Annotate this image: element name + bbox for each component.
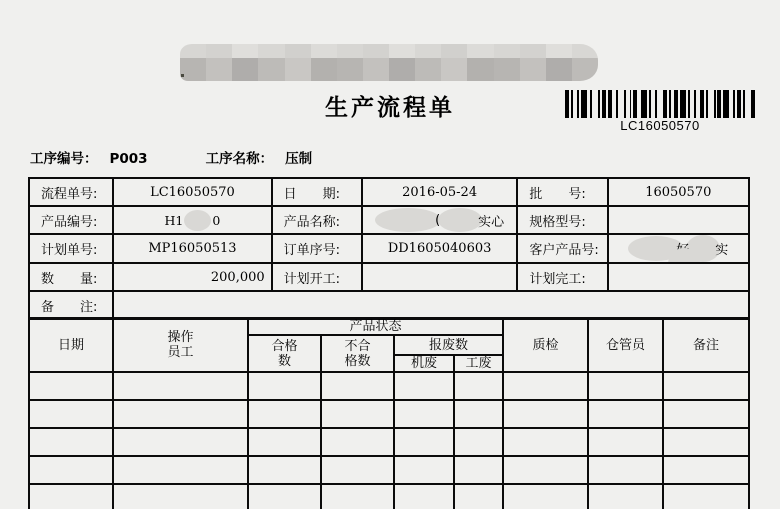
- tracking-grid: [28, 317, 750, 509]
- plan-no-label: 计划单号:: [29, 234, 113, 263]
- process-name-label: 工序名称：: [205, 151, 274, 167]
- product-code-fragment: 0: [212, 212, 221, 228]
- plan-finish-value: [608, 263, 749, 291]
- plan-finish-label: 计划完工:: [517, 263, 607, 291]
- redaction-blob: [184, 210, 211, 231]
- product-name-fragment: 实心: [478, 214, 505, 230]
- col-header-remark: 备注: [663, 318, 749, 372]
- grid-cell: [29, 400, 113, 428]
- process-code-label: 工序编号：: [30, 151, 98, 167]
- customer-no-value: [608, 234, 749, 263]
- grid-empty-row: [29, 484, 749, 509]
- grid-cell: [321, 428, 394, 456]
- plan-start-label: 计划开工:: [272, 263, 362, 291]
- grid-cell: [113, 400, 248, 428]
- col-header-scrap-machine: 机废: [394, 355, 454, 372]
- process-name-value: 压制: [285, 151, 313, 167]
- order-no-label: 订单序号:: [272, 234, 362, 263]
- product-name-value: [362, 206, 517, 234]
- spec-value: [608, 206, 749, 234]
- grid-cell: [394, 484, 454, 509]
- grid-cell: [248, 372, 321, 400]
- batch-value: 16050570: [608, 178, 749, 206]
- grid-empty-row: [29, 372, 749, 400]
- grid-cell: [663, 400, 749, 428]
- col-header-operator: 操作 员工: [113, 318, 248, 372]
- info-row-3: [29, 234, 749, 263]
- grid-cell: [503, 372, 588, 400]
- date-value: 2016-05-24: [362, 178, 517, 206]
- product-name-label: 产品名称:: [272, 206, 362, 234]
- order-no-value: DD1605040603: [362, 234, 517, 263]
- product-code-label: 产品编号:: [29, 206, 113, 234]
- col-header-warehouse: 仓管员: [588, 318, 663, 372]
- grid-cell: [503, 428, 588, 456]
- info-table: [28, 177, 750, 320]
- grid-cell: [394, 456, 454, 484]
- grid-cell: [588, 484, 663, 509]
- grid-empty-row: [29, 456, 749, 484]
- spec-label: 规格型号:: [517, 206, 607, 234]
- grid-empty-row: [29, 428, 749, 456]
- process-code-value: P003: [109, 151, 148, 167]
- grid-cell: [321, 456, 394, 484]
- customer-no-fragment: 实: [715, 243, 729, 258]
- barcode-value: LC16050570: [620, 118, 700, 133]
- grid-cell: [503, 484, 588, 509]
- page-title: 生产流程单: [325, 95, 455, 121]
- product-code-fragment: H1: [164, 212, 184, 228]
- grid-cell: [248, 456, 321, 484]
- grid-cell: [248, 484, 321, 509]
- grid-cell: [29, 456, 113, 484]
- redacted-logo-blur: [180, 44, 598, 81]
- grid-cell: [454, 456, 503, 484]
- grid-cell: [321, 400, 394, 428]
- grid-cell: [588, 372, 663, 400]
- flow-no-value: LC16050570: [113, 178, 271, 206]
- grid-cell: [454, 428, 503, 456]
- grid-cell: [454, 400, 503, 428]
- batch-label: 批 号:: [517, 178, 607, 206]
- grid-cell: [454, 372, 503, 400]
- grid-cell: [29, 484, 113, 509]
- grid-cell: [321, 484, 394, 509]
- flow-no-label: 流程单号:: [29, 178, 113, 206]
- date-label: 日 期:: [272, 178, 362, 206]
- logo-speck: [181, 74, 184, 77]
- process-header-line: [30, 147, 312, 167]
- grid-cell: [113, 484, 248, 509]
- redaction-blob: [438, 208, 482, 232]
- col-header-date: 日期: [29, 318, 113, 372]
- redaction-blob: [375, 208, 441, 232]
- grid-cell: [29, 372, 113, 400]
- grid-cell: [588, 428, 663, 456]
- product-name-fragment: (: [435, 212, 441, 228]
- barcode: [565, 90, 755, 133]
- plan-start-value: [362, 263, 517, 291]
- col-header-scrap-work: 工废: [454, 355, 503, 372]
- grid-cell: [663, 484, 749, 509]
- grid-cell: [394, 372, 454, 400]
- grid-cell: [248, 428, 321, 456]
- grid-cell: [503, 400, 588, 428]
- remark-label: 备 注:: [29, 291, 113, 319]
- grid-cell: [394, 400, 454, 428]
- col-group-scrap: 报废数: [394, 335, 503, 355]
- col-header-qc: 质检: [503, 318, 588, 372]
- product-code-value: [113, 206, 271, 234]
- grid-empty-row: [29, 400, 749, 428]
- qty-label: 数 量:: [29, 263, 113, 291]
- col-header-unqualified: 不合 格数: [321, 335, 394, 372]
- info-row-5: [29, 291, 749, 319]
- grid-header-row-1: [29, 318, 749, 335]
- grid-cell: [248, 400, 321, 428]
- grid-cell: [588, 400, 663, 428]
- grid-cell: [588, 456, 663, 484]
- remark-value: [113, 291, 749, 319]
- qty-value: 200,000: [113, 263, 271, 291]
- customer-no-label: 客户产品号:: [517, 234, 607, 263]
- grid-cell: [113, 372, 248, 400]
- barcode-bars: [565, 90, 755, 118]
- grid-body: [29, 372, 749, 509]
- grid-cell: [113, 456, 248, 484]
- info-row-1: [29, 178, 749, 206]
- col-header-qualified: 合格 数: [248, 335, 321, 372]
- grid-cell: [503, 456, 588, 484]
- grid-cell: [113, 428, 248, 456]
- grid-cell: [394, 428, 454, 456]
- grid-cell: [663, 428, 749, 456]
- grid-cell: [663, 372, 749, 400]
- grid-cell: [29, 428, 113, 456]
- grid-cell: [663, 456, 749, 484]
- plan-no-value: MP16050513: [113, 234, 271, 263]
- info-row-4: [29, 263, 749, 291]
- info-row-2: [29, 206, 749, 234]
- grid-cell: [454, 484, 503, 509]
- grid-cell: [321, 372, 394, 400]
- col-group-product-status: 产品状态: [248, 318, 503, 335]
